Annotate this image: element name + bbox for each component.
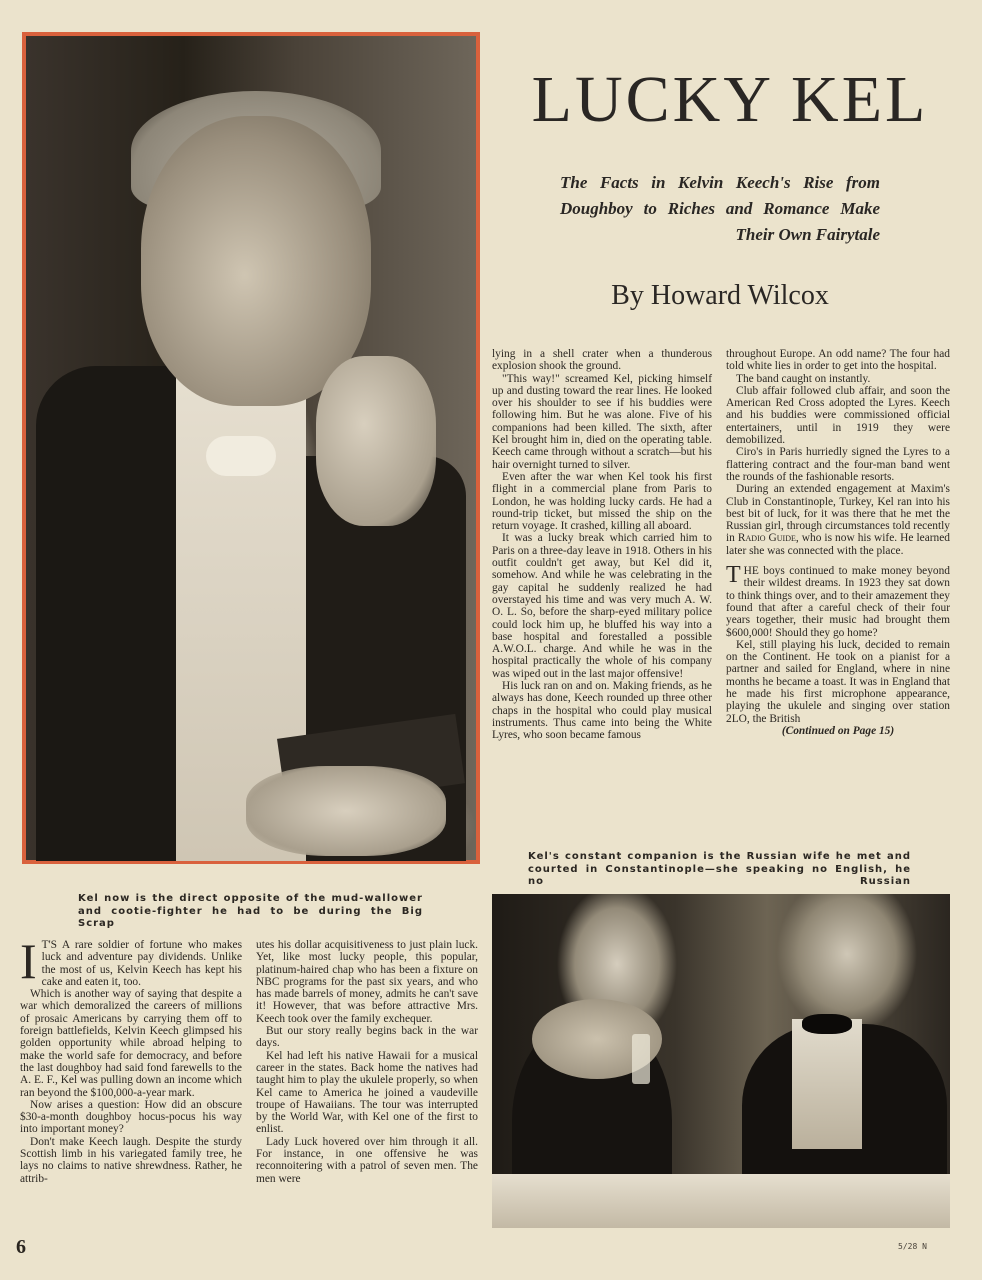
paragraph: utes his dollar acquisitiveness to just plain luck. Yet, like most lucky people, this popular, platinum-haired chap who has been a fixture on NBC programs for the past six years, and who has made barrels of money, admits he can't save it! However, that was before attractive Mrs. Keech took over the family exchequer. (256, 939, 478, 1025)
hero-photo-caption: Kel now is the direct opposite of the mud-wallower and cootie-fighter he had to be during the Big Scrap (78, 893, 423, 929)
text-column-a (492, 348, 712, 742)
paragraph: But our story really begins back in the war days. (256, 1025, 478, 1050)
paragraph: Don't make Keech laugh. Despite the sturdy Scottish limb in his variegated family tree, he lays no claims to native shrewdness. Rather, he attrib- (20, 1135, 242, 1185)
text-column-b (726, 348, 950, 737)
paragraph: Lady Luck hovered over him through it all. For instance, in one offensive he was reconnoitering with a patrol of seven men. The men were (256, 1135, 478, 1185)
paragraph (726, 562, 950, 639)
paragraph-text: T'S A rare soldier of fortune who makes luck and adventure pay dividends. Unlike the most of us, Kelvin Keech has kept his cake and eaten it, too. (41, 939, 242, 988)
paragraph: Ciro's in Paris hurriedly signed the Lyres to a flattering contract and the four-man band went the rounds of the fashionable resorts. (726, 446, 950, 483)
photo-table (492, 1174, 950, 1228)
couple-photo (492, 894, 950, 1228)
continued-note: (Continued on Page 15) (781, 724, 895, 737)
lower-photo-caption: Kel's constant companion is the Russian wife he met and courted in Constantinople—she speaking no English, he no Russian (528, 851, 911, 887)
article-title: LUCKY KEL (531, 63, 929, 136)
paragraph: Kel, still playing his luck, decided to remain on the Continent. He took on a pianist for a partner and sailed for England, where in nine months he became a toast. It was in England that he made his first microphone appearance, playing the ukulele and singing over station 2LO, the British (726, 638, 950, 725)
paragraph: throughout Europe. An odd name? The four had told white lies in order to get into the hospital. (726, 348, 950, 373)
photo-bow-tie (206, 436, 276, 476)
text-column-c (20, 933, 242, 1185)
photo-bow-tie (802, 1014, 852, 1034)
paragraph: It was a lucky break which carried him to Paris on a three-day leave in 1918. Others in his outfit couldn't get away, but Kel did it, somehow. And while he was celebrating in the gay capital he suddenly realized he had overstayed his time and was very much A. W. O. L. So, before the sharp-eyed military police could lock him up, he bluffed his way into a base hospital and forestalled a possible A.W.O.L. charge. And while he was in the hospital practically the whole of his company was wiped out in the last major offensive! (492, 532, 712, 680)
paragraph: Now arises a question: How did an obscure $30-a-month doughboy hocus-pocus his way into important money? (20, 1098, 242, 1136)
page-number: 6 (16, 1236, 26, 1258)
paragraph: lying in a shell crater when a thunderous explosion shook the ground. (492, 348, 712, 373)
paragraph: Club affair followed club affair, and soon the American Red Cross adopted the Lyres. Keech and his buddies were commissioned official entertainers, until in 1919 they were demobilized. (726, 384, 950, 447)
paragraph (726, 483, 950, 557)
drop-cap: T (726, 562, 741, 589)
paragraph: The band caught on instantly. (736, 372, 871, 385)
photo-suit-left (36, 366, 186, 861)
article-subtitle: The Facts in Kelvin Keech's Rise from Doughboy to Riches and Romance Make Their Own Fairytale (560, 173, 880, 244)
photo-lower-hand (246, 766, 446, 856)
issue-date: 5/28 N (898, 1242, 927, 1251)
text-column-d (256, 939, 478, 1185)
paragraph-text: , who is now his wife. He learned later she was connected with the place. (726, 532, 950, 557)
photo-head (141, 116, 371, 406)
paragraph-text: During an extended engagement at Maxim's Club in Constantinople, Turkey, Kel ran into his best bit of luck, for it was there that he met the Russian girl, through circumstances told recently in (726, 483, 950, 545)
magazine-name: Radio Guide (737, 532, 796, 545)
paragraph: Kel had left his native Hawaii for a musical career in the states. Back home the natives had taught him to play the ukulele properly, so when Kel came to America he joined a vaudeville troupe of Hawaiians. The tour was interrupted by the World War, with Kel one of the first to enlist. (256, 1049, 478, 1136)
drop-cap: I (20, 933, 37, 989)
hero-photo (22, 32, 480, 864)
paragraph: His luck ran on and on. Making friends, as he always has done, Keech rounded up three other chaps in the hospital who could play musical instruments. Thus came into being the White Lyres, who soon became famous (492, 680, 712, 742)
paragraph: "This way!" screamed Kel, picking himself up and dusting toward the rear lines. He looked over his shoulder to see if his buddies were following him. But he was alone. Five of his companions had been killed. The sixth, after Kel brought him in, died on the operating table. Keech came through without a scratch—but his hair overnight turned to silver. (492, 372, 712, 471)
article-byline: By Howard Wilcox (611, 280, 829, 311)
photo-raised-hand (316, 356, 436, 526)
photo-man-shirt (792, 1019, 862, 1149)
paragraph-text: HE boys continued to make money beyond their wildest dreams. In 1923 they sat down to think things over, and to their amazement they found that after a careful check of their four years together, their music had brought them $600,000! Should they go home? (726, 565, 950, 639)
paragraph (20, 933, 242, 989)
photo-glass (632, 1034, 650, 1084)
paragraph: Even after the war when Kel took his first flight in a commercial plane from Paris to London, he was holding lucky cards. He had a round-trip ticket, but missed the ship on the return voyage. It crashed, killing all aboard. (492, 470, 712, 533)
paragraph: Which is another way of saying that despite a war which demoralized the careers of millions of prosaic Americans by carrying them off to foreign battlefields, Kelvin Keech glimpsed his golden opportunity while abroad helping to make the world safe for democracy, and before the last doughboy had said fond farewells to the A. E. F., Kel was pulling down an income which ran beyond the $100,000-a-year mark. (20, 988, 242, 1099)
